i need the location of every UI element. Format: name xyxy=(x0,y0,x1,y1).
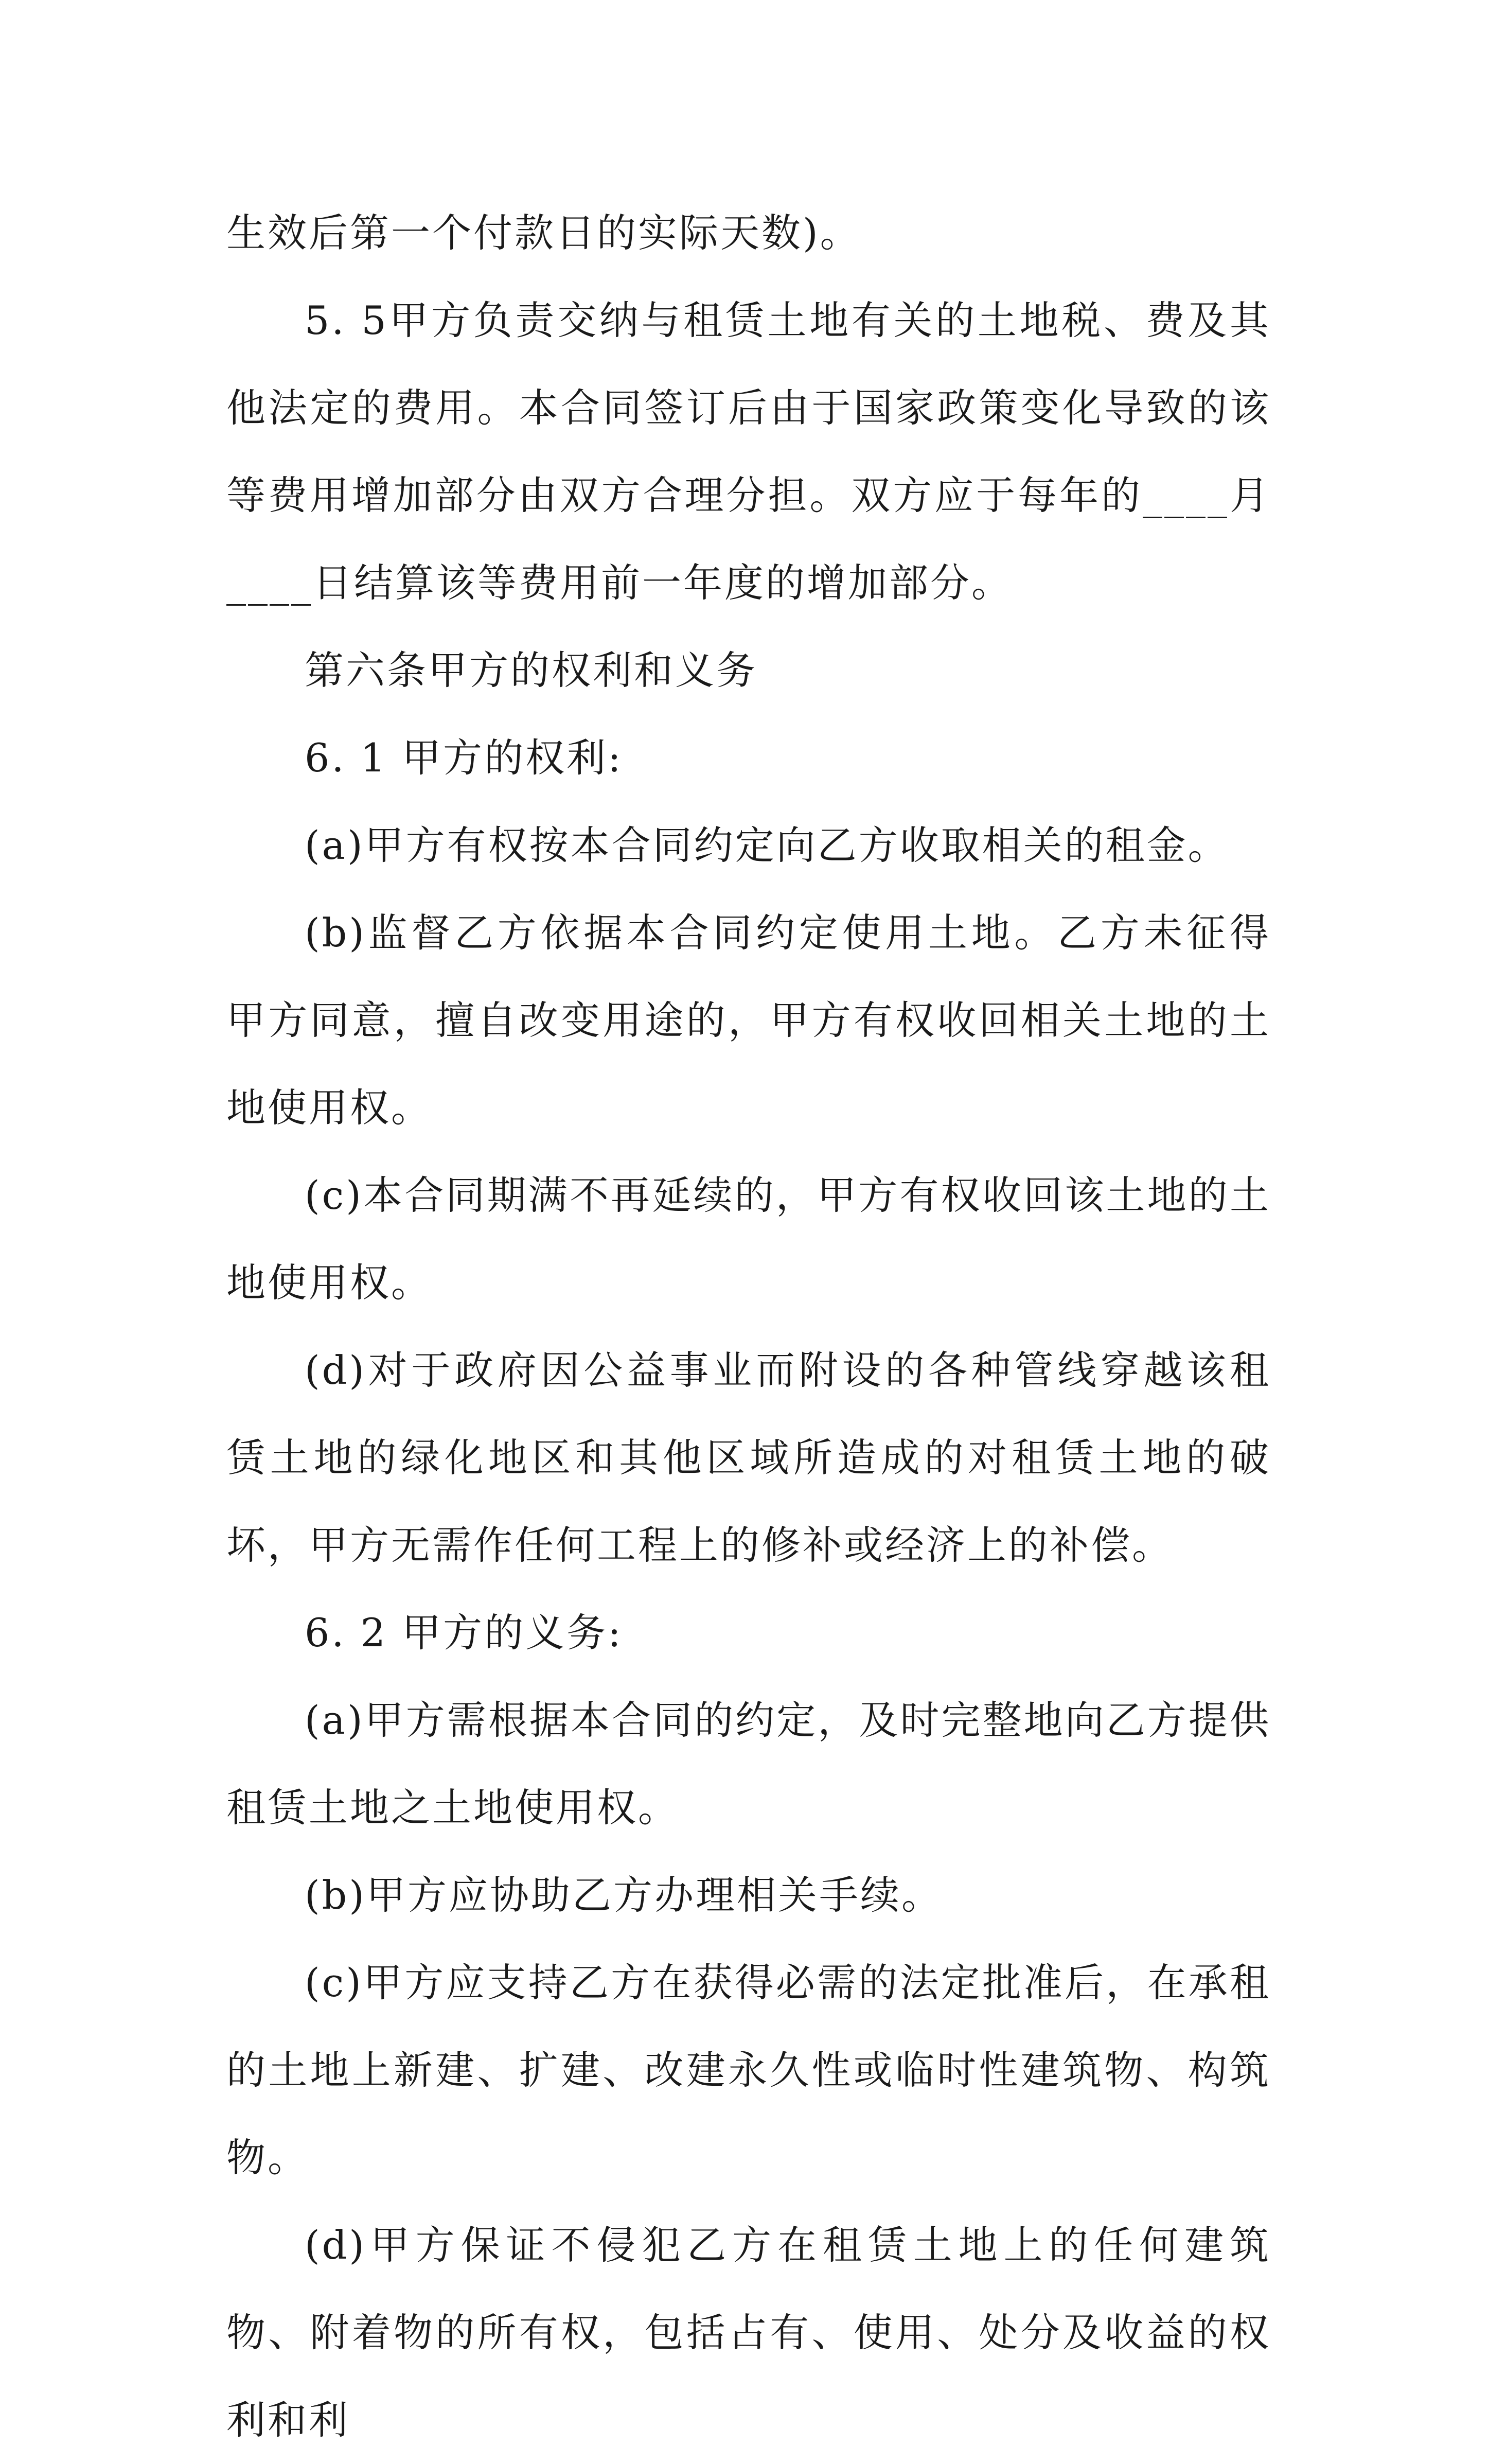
clause-6-1-d: (d)对于政府因公益事业而附设的各种管线穿越该租赁土地的绿化地区和其他区域所造成的对租赁土地的破坏，甲方无需作任何工程上的修补或经济上的补偿。 xyxy=(226,1347,1271,1568)
clause-6-2-c: (c)甲方应支持乙方在获得必需的法定批准后，在承租的土地上新建、扩建、改建永久性或临时性建筑物、构筑物。 xyxy=(226,1960,1271,2180)
clause-6-1-a: (a)甲方有权按本合同约定向乙方收取相关的租金。 xyxy=(305,822,1229,868)
clause-6-1-heading: 6. 1 甲方的权利: xyxy=(305,735,623,781)
paragraph-continuation: 生效后第一个付款日的实际天数)。 xyxy=(226,210,861,256)
clause-6-2-heading: 6. 2 甲方的义务: xyxy=(305,1610,623,1656)
clause-5-5: 5. 5甲方负责交纳与租赁土地有关的土地税、费及其他法定的费用。本合同签订后由于国家政策变化导致的该等费用增加部分由双方合理分担。双方应于每年的____月____日结算该等费用前一年度的增加部分。 xyxy=(226,297,1271,606)
document-body xyxy=(226,189,1271,2464)
article-6-heading: 第六条甲方的权利和义务 xyxy=(305,647,757,693)
clause-6-2-a: (a)甲方需根据本合同的约定，及时完整地向乙方提供租赁土地之土地使用权。 xyxy=(226,1697,1271,1831)
clause-6-2-d: (d)甲方保证不侵犯乙方在租赁土地上的任何建筑物、附着物的所有权，包括占有、使用、处分及收益的权利和利 xyxy=(226,2222,1271,2443)
clause-6-2-b: (b)甲方应协助乙方办理相关手续。 xyxy=(305,1872,943,1918)
clause-6-1-c: (c)本合同期满不再延续的，甲方有权收回该土地的土地使用权。 xyxy=(226,1172,1271,1306)
clause-6-1-b: (b)监督乙方依据本合同约定使用土地。乙方未征得甲方同意，擅自改变用途的，甲方有权收回相关土地的土地使用权。 xyxy=(226,910,1271,1131)
